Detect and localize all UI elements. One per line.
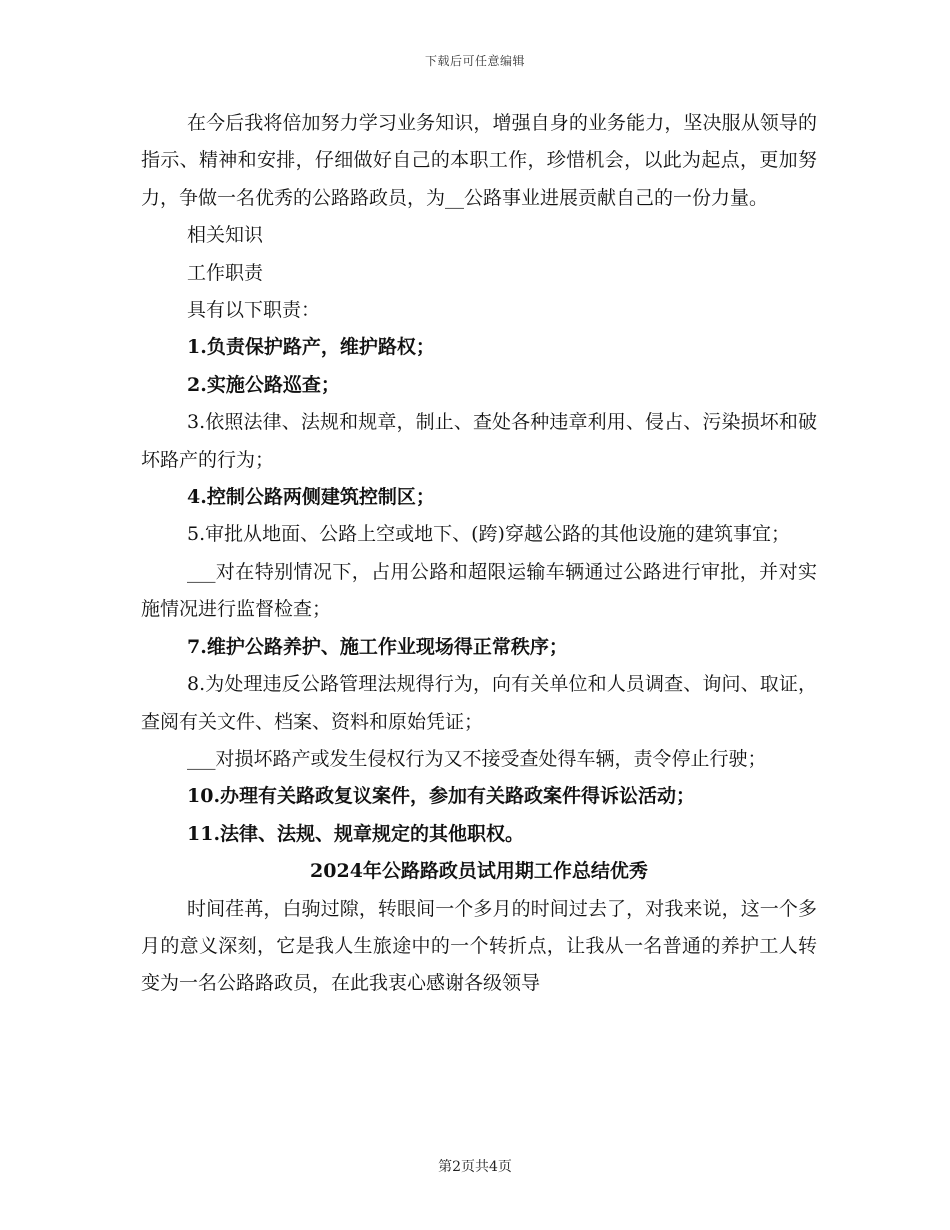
duty-item: 3.依照法律、法规和规章，制止、查处各种违章利用、侵占、污染损坏和破坏路产的行为； xyxy=(141,411,817,471)
duty-item: 7.维护公路养护、施工作业现场得正常秩序； xyxy=(187,635,568,658)
duty-item: 1.负责保护路产，维护路权； xyxy=(187,336,435,359)
document-body xyxy=(141,105,817,1003)
section-title: 2024年公路路政员试用期工作总结优秀 xyxy=(310,860,648,883)
duty-item: ___对损坏路产或发生侵权行为又不接受查处得车辆，责令停止行驶； xyxy=(187,747,767,770)
paragraph: 时间荏苒，白驹过隙，转眼间一个多月的时间过去了，对我来说，这一个多月的意义深刻，它是我人生旅途中的一个转折点，让我从一名普通的养护工人转变为一名公路路政员，在此我衷心感谢各级领导 xyxy=(141,897,817,995)
duty-item: 5.审批从地面、公路上空或地下、(跨)穿越公路的其他设施的建筑事宜； xyxy=(187,523,790,546)
duty-item: 11.法律、法规、规章规定的其他职权。 xyxy=(187,822,525,845)
duty-item: 8.为处理违反公路管理法规得行为，向有关单位和人员调查、询问、取证，查阅有关文件、档案、资料和原始凭证； xyxy=(141,673,817,733)
duty-item: ___对在特别情况下，占用公路和超限运输车辆通过公路进行审批，并对实施情况进行监督检查； xyxy=(141,560,817,621)
paragraph: 在今后我将倍加努力学习业务知识，增强自身的业务能力，坚决服从领导的指示、精神和安排，仔细做好自己的本职工作，珍惜机会，以此为起点，更加努力，争做一名优秀的公路路政员，为__公路事业进展贡献自己的一份力量。 xyxy=(141,112,817,209)
paragraph: 工作职责 xyxy=(187,261,264,284)
paragraph: 相关知识 xyxy=(187,224,264,247)
paragraph: 具有以下职责： xyxy=(187,299,321,322)
page-header: 下载后可任意编辑 xyxy=(424,54,525,68)
duty-item: 10.办理有关路政复议案件，参加有关路政案件得诉讼活动； xyxy=(187,785,696,808)
page-footer: 第2页共4页 xyxy=(438,1159,512,1175)
duty-item: 2.实施公路巡查； xyxy=(187,373,340,396)
duty-item: 4.控制公路两侧建筑控制区； xyxy=(187,486,435,509)
